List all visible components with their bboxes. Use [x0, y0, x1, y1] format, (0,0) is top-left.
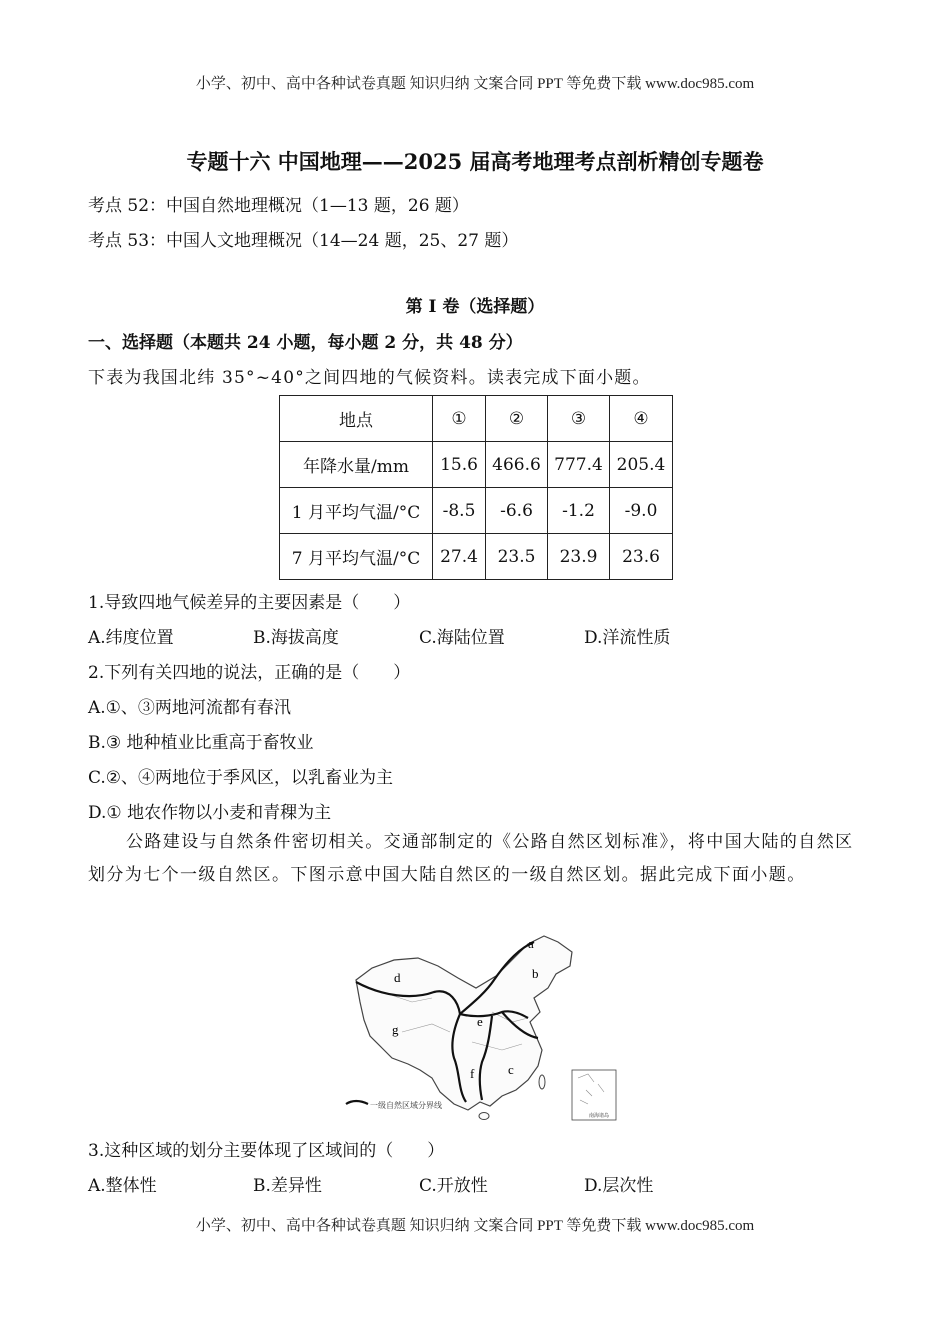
juan-title: 第 I 卷（选择题）	[405, 297, 545, 317]
table-header-cell: 地点	[280, 396, 433, 442]
q1-option-d: D.洋流性质	[584, 628, 671, 648]
page-header: 小学、初中、高中各种试卷真题 知识归纳 文案合同 PPT 等免费下载 www.doc985.com	[195, 76, 755, 92]
table-cell: -8.5	[433, 488, 486, 534]
q2-stem: 2.下列有关四地的说法，正确的是（ ）	[88, 663, 411, 683]
table-cell: 7 月平均气温/°C	[280, 534, 433, 580]
table-cell: 年降水量/mm	[280, 442, 433, 488]
q2-option-a: A.①、③两地河流都有春汛	[88, 698, 291, 718]
region-label-d: d	[394, 970, 401, 985]
table-cell: -6.6	[486, 488, 548, 534]
region-label-g: g	[392, 1022, 399, 1037]
region-label-c: c	[508, 1062, 514, 1077]
intro-map-paragraph	[88, 826, 864, 892]
q1-stem: 1.导致四地气候差异的主要因素是（ ）	[88, 593, 411, 613]
table-header-cell: ①	[433, 396, 486, 442]
page-title: 专题十六 中国地理——2025 届高考地理考点剖析精创专题卷	[186, 149, 764, 174]
q3-option-a: A.整体性	[88, 1176, 157, 1196]
table-row	[280, 488, 673, 534]
climate-table	[279, 395, 673, 580]
region-label-a: a	[528, 936, 534, 951]
q3-option-d: D.层次性	[584, 1176, 654, 1196]
table-cell: -9.0	[610, 488, 673, 534]
region-label-e: e	[477, 1014, 483, 1029]
table-header-cell: ②	[486, 396, 548, 442]
table-cell: 23.6	[610, 534, 673, 580]
table-header-cell: ④	[610, 396, 673, 442]
table-cell: 1 月平均气温/°C	[280, 488, 433, 534]
q3-stem: 3.这种区域的划分主要体现了区域间的（ ）	[88, 1141, 445, 1161]
q3-option-c: C.开放性	[419, 1176, 488, 1196]
q2-option-c: C.②、④两地位于季风区，以乳畜业为主	[88, 768, 394, 788]
kaodian-53: 考点 53：中国人文地理概况（14—24 题，25、27 题）	[88, 231, 519, 251]
table-row	[280, 534, 673, 580]
hainan-island	[479, 1113, 489, 1120]
table-header-cell: ③	[548, 396, 610, 442]
legend-line-icon	[346, 1101, 368, 1104]
q1-option-a: A.纬度位置	[88, 628, 174, 648]
section-title: 一、选择题（本题共 24 小题，每小题 2 分，共 48 分）	[88, 333, 523, 353]
region-label-b: b	[532, 966, 539, 981]
table-cell: 27.4	[433, 534, 486, 580]
q2-option-d: D.① 地农作物以小麦和青稞为主	[88, 803, 332, 823]
intro-climate: 下表为我国北纬 35°~40°之间四地的气候资料。读表完成下面小题。	[88, 368, 651, 388]
q1-option-c: C.海陆位置	[419, 628, 505, 648]
table-cell: 777.4	[548, 442, 610, 488]
table-header-row	[280, 396, 673, 442]
table-cell: -1.2	[548, 488, 610, 534]
table-cell: 23.5	[486, 534, 548, 580]
legend-text: 一级自然区域分界线	[370, 1101, 442, 1110]
q3-option-b: B.差异性	[253, 1176, 322, 1196]
page-footer: 小学、初中、高中各种试卷真题 知识归纳 文案合同 PPT 等免费下载 www.doc985.com	[195, 1218, 755, 1234]
map-figure	[342, 932, 622, 1122]
q1-option-b: B.海拔高度	[253, 628, 339, 648]
intro-map-text: 公路建设与自然条件密切相关。交通部制定的《公路自然区划标准》，将中国大陆的自然区划分为七个一级自然区。下图示意中国大陆自然区的一级自然区划。据此完成下面小题。	[88, 832, 854, 885]
table-cell: 15.6	[433, 442, 486, 488]
taiwan-island	[539, 1075, 545, 1089]
q2-option-b: B.③ 地种植业比重高于畜牧业	[88, 733, 314, 753]
kaodian-52: 考点 52：中国自然地理概况（1—13 题，26 题）	[88, 196, 469, 216]
region-label-f: f	[470, 1066, 475, 1081]
table-cell: 466.6	[486, 442, 548, 488]
table-row	[280, 442, 673, 488]
table-cell: 205.4	[610, 442, 673, 488]
china-natural-regions-map	[342, 932, 622, 1122]
inset-label: 南海诸岛	[589, 1113, 610, 1119]
table-cell: 23.9	[548, 534, 610, 580]
